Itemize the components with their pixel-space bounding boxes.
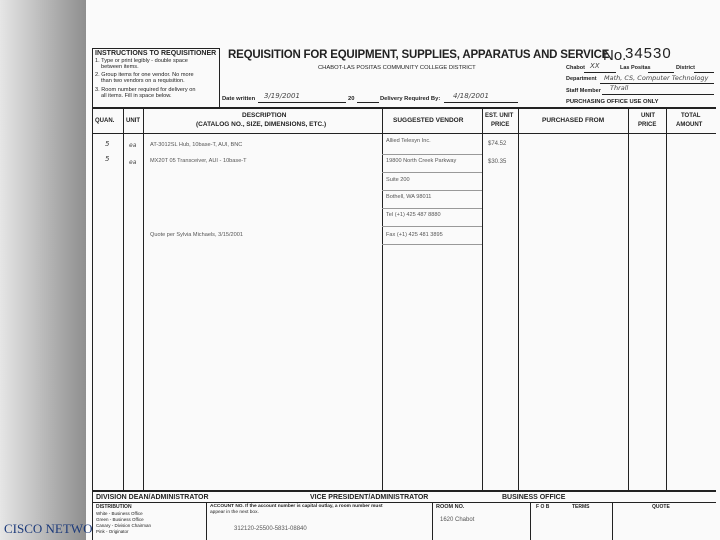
dean-label: DIVISION DEAN/ADMINISTRATOR bbox=[96, 494, 209, 501]
col-unit-price: UNIT bbox=[641, 113, 655, 119]
account-number: 312120-25500-5831-08840 bbox=[234, 526, 307, 532]
chabot-label: Chabot bbox=[566, 65, 585, 71]
department-value: Math, CS, Computer Technology bbox=[604, 74, 709, 82]
col-total-sub: AMOUNT bbox=[676, 122, 703, 128]
item-quan: 5 bbox=[105, 155, 110, 163]
col-total: TOTAL bbox=[681, 113, 701, 119]
distribution-line: White - Business Office bbox=[96, 511, 143, 516]
col-description: DESCRIPTION bbox=[242, 112, 287, 119]
delivery-value: 4/18/2001 bbox=[453, 92, 489, 100]
item-vendor: Allied Telesyn Inc. bbox=[386, 138, 431, 144]
vendor-phone: Tel (+1) 425 487 8880 bbox=[386, 212, 441, 218]
instruction-line: 3. Room number required for delivery on bbox=[95, 87, 196, 93]
item-description: AT-3012SL Hub, 10base-T, AUI, BNC bbox=[150, 142, 243, 148]
room-label: ROOM NO. bbox=[436, 504, 465, 510]
laspositas-label: Las Positas bbox=[620, 65, 651, 71]
district-label: District bbox=[676, 65, 695, 71]
col-est-price-sub: PRICE bbox=[491, 122, 510, 128]
terms-label: TERMS bbox=[572, 504, 590, 510]
item-est-price: $74.52 bbox=[488, 141, 507, 147]
distribution-line: Canary - Division Chairman bbox=[96, 523, 152, 528]
form-number-label: No. bbox=[603, 47, 627, 64]
item-description: MX20T 05 Transceiver, AUI - 10base-T bbox=[150, 158, 247, 164]
col-est-price: EST. UNIT bbox=[485, 113, 514, 119]
quote-label: QUOTE bbox=[652, 504, 670, 510]
item-quan: 5 bbox=[105, 140, 110, 148]
fob-label: F O B bbox=[536, 504, 550, 510]
district-name: CHABOT-LAS POSITAS COMMUNITY COLLEGE DISTRICT bbox=[318, 65, 476, 71]
col-quan: QUAN. bbox=[95, 118, 115, 124]
distribution-label: DISTRIBUTION bbox=[96, 504, 132, 510]
item-unit: ea bbox=[129, 142, 137, 149]
col-unit-price-sub: PRICE bbox=[638, 122, 657, 128]
col-unit: UNIT bbox=[126, 118, 140, 124]
vendor-address-line: Bothell, WA 98011 bbox=[386, 194, 432, 200]
account-label-note: appear in the next box. bbox=[210, 510, 259, 515]
instruction-line: 2. Group items for one vendor. No more bbox=[95, 72, 194, 78]
item-unit: ea bbox=[129, 159, 137, 166]
instruction-line: than two vendors on a requisition. bbox=[101, 78, 185, 84]
year-label: 20 bbox=[348, 96, 355, 102]
chabot-value: XX bbox=[590, 62, 600, 70]
col-purchased-from: PURCHASED FROM bbox=[542, 117, 605, 124]
item-est-price: $30.35 bbox=[488, 159, 507, 165]
distribution-line: Green - Business Office bbox=[96, 517, 144, 522]
staff-value: Thrall bbox=[610, 84, 629, 92]
date-written-value: 3/19/2001 bbox=[264, 92, 300, 100]
purchasing-office-label: PURCHASING OFFICE USE ONLY bbox=[566, 99, 659, 105]
instruction-line: all items. Fill in space below. bbox=[101, 93, 172, 99]
department-label: Department bbox=[566, 76, 597, 82]
item-vendor: 19800 North Creek Parkway bbox=[386, 158, 457, 164]
col-description-sub: (CATALOG NO., SIZE, DIMENSIONS, ETC.) bbox=[196, 121, 327, 128]
distribution-line: Pink - Originator bbox=[96, 529, 129, 534]
instruction-line: 1. Type or print legibly - double space bbox=[95, 58, 188, 64]
vp-label: VICE PRESIDENT/ADMINISTRATOR bbox=[310, 494, 429, 501]
vendor-address-line: Suite 200 bbox=[386, 177, 410, 183]
staff-label: Staff Member bbox=[566, 88, 601, 94]
delivery-label: Delivery Required By: bbox=[380, 96, 441, 102]
vendor-fax: Fax (+1) 425 481 3895 bbox=[386, 232, 443, 238]
account-label: ACCOUNT NO. If the account number is capital outlay, a room number must bbox=[210, 504, 383, 509]
date-written-label: Date written bbox=[222, 96, 256, 102]
instructions-heading: INSTRUCTIONS TO REQUISITIONER bbox=[95, 50, 217, 57]
room-number: 1620 Chabot bbox=[440, 517, 475, 523]
quote-note: Quote per Sylvia Michaels, 3/15/2001 bbox=[150, 232, 243, 238]
form-title: REQUISITION FOR EQUIPMENT, SUPPLIES, APPARATUS AND SERVICE bbox=[228, 49, 610, 61]
col-vendor: SUGGESTED VENDOR bbox=[393, 117, 464, 124]
instruction-line: between items. bbox=[101, 64, 139, 70]
business-office-label: BUSINESS OFFICE bbox=[502, 494, 566, 501]
slide-footer: CISCO NETWO bbox=[4, 521, 93, 536]
form-number: 34530 bbox=[625, 45, 672, 62]
